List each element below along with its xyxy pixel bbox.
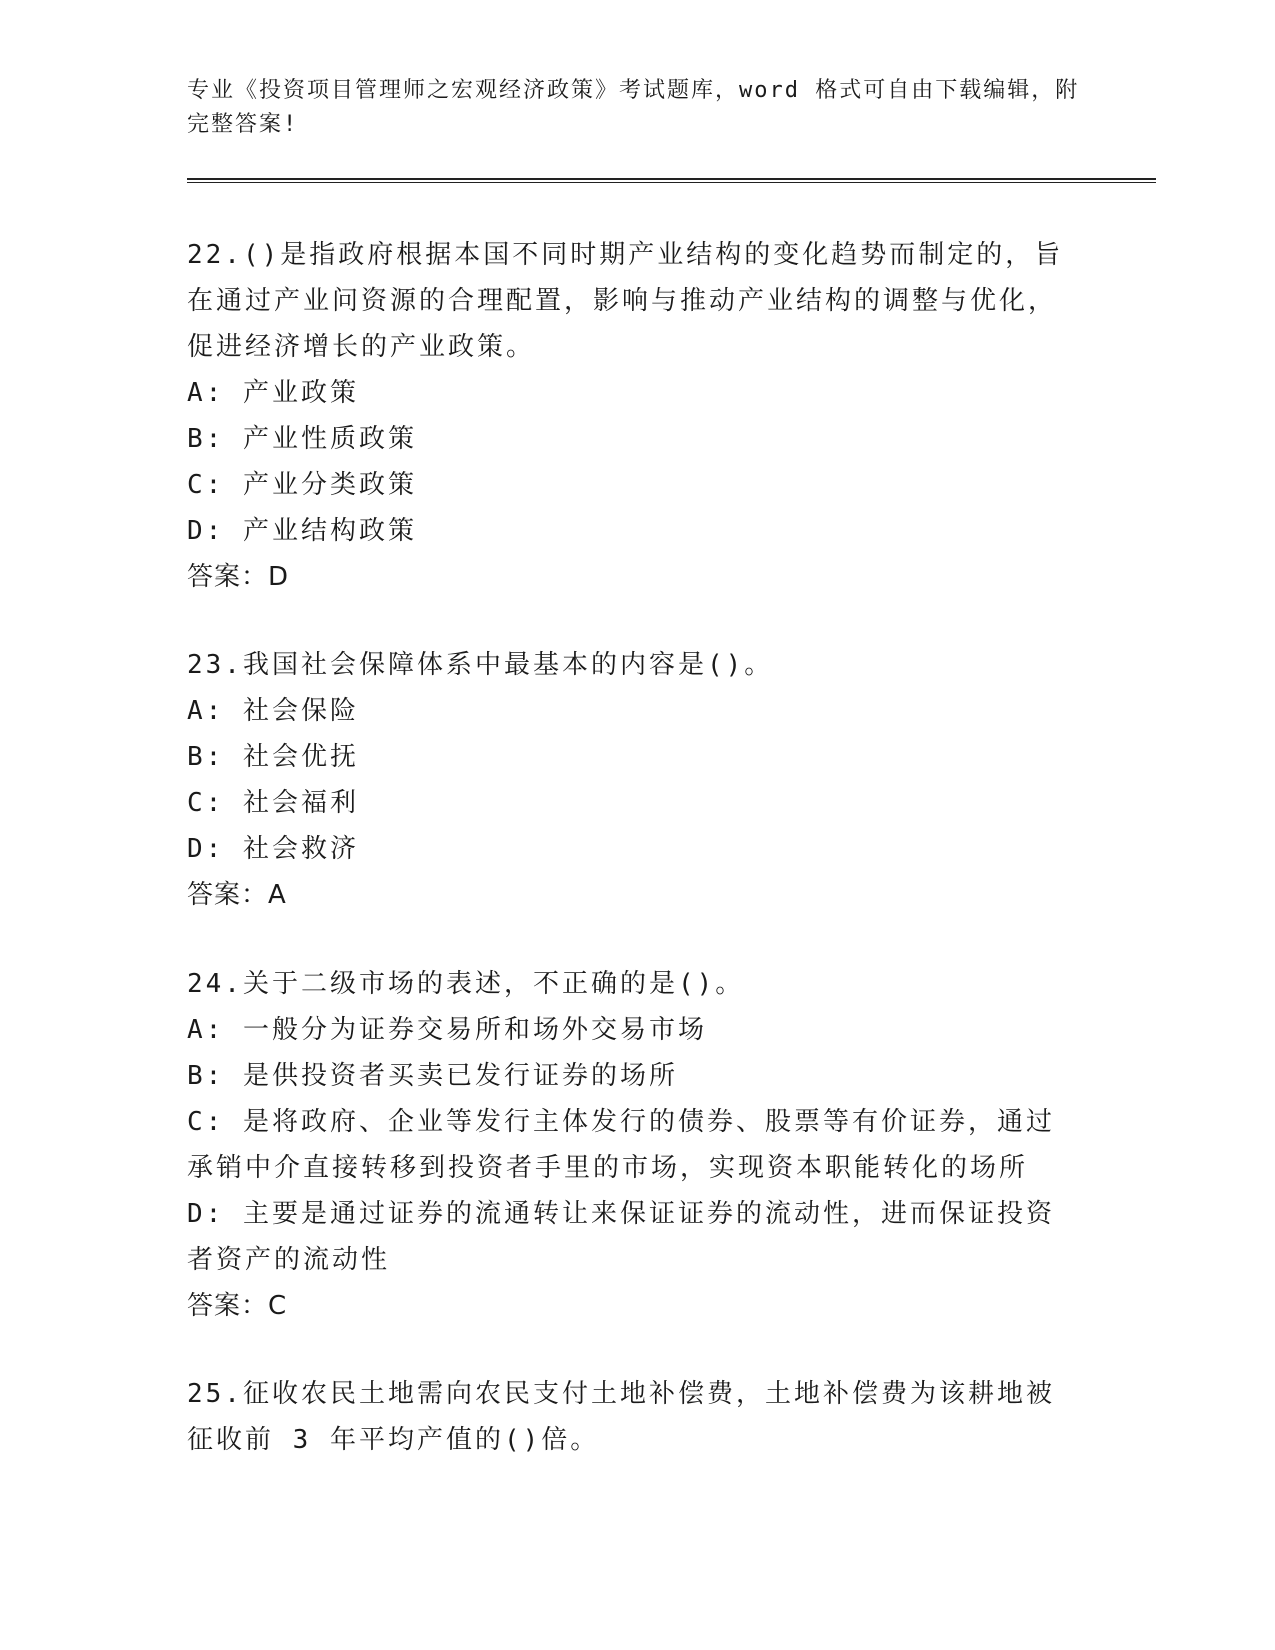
answer: 答案：C [187,1291,288,1321]
question-22 [187,232,1077,600]
question-text: 24.关于二级市场的表述，不正确的是()。 [187,969,745,999]
header-divider [187,178,1156,183]
question-text: 22.()是指政府根据本国不同时期产业结构的变化趋势而制定的，旨在通过产业问资源的合理配置，影响与推动产业结构的调整与优化，促进经济增长的产业政策。 [187,240,1064,362]
question-24 [187,961,1077,1329]
option-a: A: 一般分为证券交易所和场外交易市场 [187,1015,707,1045]
option-c: C: 产业分类政策 [187,470,417,500]
option-a: A: 社会保险 [187,696,359,726]
option-c: C: 社会福利 [187,788,359,818]
question-text: 23.我国社会保障体系中最基本的内容是()。 [187,650,774,680]
option-b: B: 产业性质政策 [187,424,417,454]
option-b: B: 社会优抚 [187,742,359,772]
option-d: D: 主要是通过证券的流通转让来保证证券的流动性，进而保证投资者资产的流动性 [187,1199,1055,1275]
answer: 答案：A [187,880,287,910]
option-c: C: 是将政府、企业等发行主体发行的债券、股票等有价证券，通过承销中介直接转移到投资者手里的市场，实现资本职能转化的场所 [187,1107,1055,1183]
answer: 答案：D [187,562,290,592]
question-25 [187,1371,1077,1463]
option-d: D: 社会救济 [187,834,359,864]
option-b: B: 是供投资者买卖已发行证券的场所 [187,1061,678,1091]
option-d: D: 产业结构政策 [187,516,417,546]
document-header: 专业《投资项目管理师之宏观经济政策》考试题库，word 格式可自由下载编辑，附完整答案! [187,78,1080,137]
option-a: A: 产业政策 [187,378,359,408]
question-text: 25.征收农民土地需向农民支付土地补偿费，土地补偿费为该耕地被征收前 3 年平均产值的()倍。 [187,1379,1055,1455]
question-23 [187,642,1077,918]
